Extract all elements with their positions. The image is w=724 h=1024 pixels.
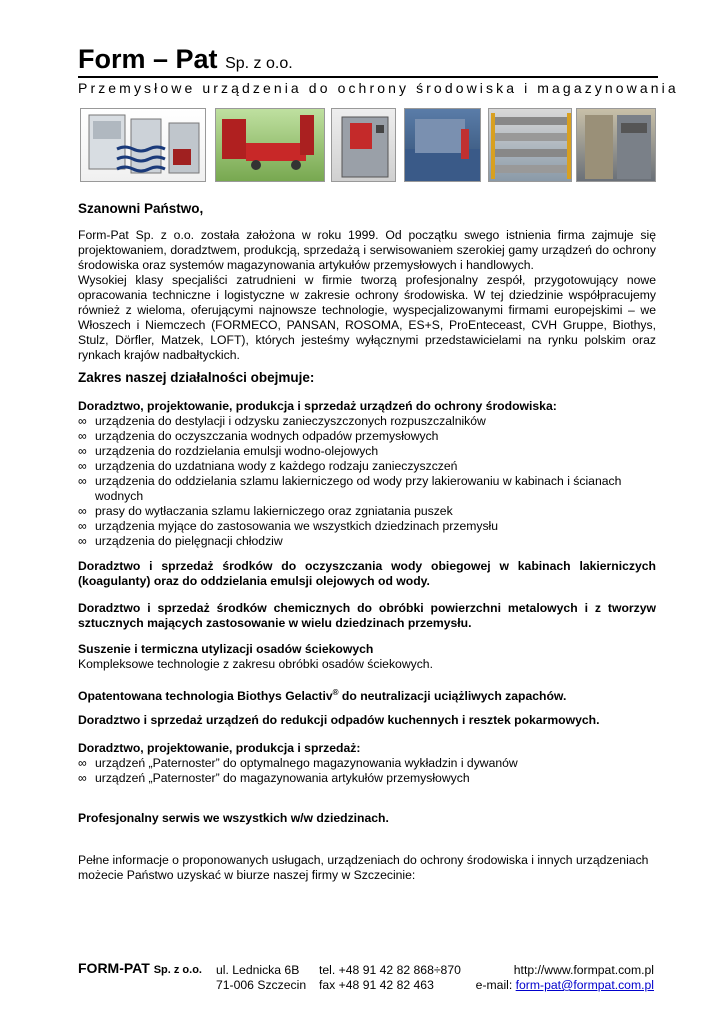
chemicals-paragraph: Doradztwo i sprzedaż środków chemicznych do obróbki powierzchni metalowych i z tworzyw sztucznych mających zastosowanie w wielu dziedzinach przemysłu. bbox=[78, 601, 656, 630]
machine-photo-1 bbox=[80, 108, 206, 182]
list-item: ∞ prasy do wytłaczania szlamu lakierniczego oraz zgniatania puszek bbox=[78, 504, 453, 518]
sludge-section bbox=[78, 642, 656, 672]
sludge-title: Suszenie i termiczna utylizacji osadów ściekowych bbox=[78, 642, 374, 656]
machine-photo-5 bbox=[488, 108, 572, 182]
service-paragraph: Profesjonalny serwis we wszystkich w/w dziedzinach. bbox=[78, 811, 389, 825]
storage-section bbox=[78, 741, 656, 786]
storage-title: Doradztwo, projektowanie, produkcja i sprzedaż: bbox=[78, 741, 361, 755]
footer-email-line: e-mail: form-pat@formpat.com.pl bbox=[475, 978, 654, 992]
env-section-title: Doradztwo, projektowanie, produkcja i sprzedaż urządzeń do ochrony środowiska: bbox=[78, 399, 557, 413]
footer-logo: FORM-PAT Sp. z o.o. bbox=[78, 960, 202, 976]
env-list bbox=[78, 414, 656, 549]
company-name: Form – Pat bbox=[78, 44, 218, 74]
footer-street: ul. Lednicka 6B bbox=[216, 963, 300, 977]
header-divider bbox=[78, 76, 658, 78]
infinity-bullet-icon: ∞ bbox=[78, 474, 87, 488]
intro-paragraph-2: Wysokiej klasy specjaliści zatrudnieni w firmie tworzą profesjonalny zespół, przygotowujący nowe opracowania techniczne i logistyczne w zakresie ochrony środowiska. W tej dziedzinie współpracujemy również z wieloma, oferującymi najnowsze technologie, wyspecjalizowanymi firmami europejskimi – we Włoszech i Niemczech (FORMECO, PANSAN, ROSOMA, ES+S, ProEnteceast, CVH Gruppe, Biothys, Stulz, Dörfler, Matzek, LOFT), których jesteśmy wyłącznymi przedstawicielami na rynku polskim oraz rynkach krajów nadbałtyckich. bbox=[78, 273, 656, 362]
list-item: ∞ urządzenia do rozdzielania emulsji wodno-olejowych bbox=[78, 444, 379, 458]
infinity-bullet-icon: ∞ bbox=[78, 429, 87, 443]
footer-website[interactable]: http://www.formpat.com.pl bbox=[513, 963, 654, 977]
closing-paragraph: Pełne informacje o proponowanych usługach, urządzeniach do ochrony środowiska i innych urządzeniach możecie Państwo uzyskać w biurze naszej firmy w Szczecinie: bbox=[78, 853, 649, 882]
machine-photo-4 bbox=[404, 108, 481, 182]
footer-fax: fax +48 91 42 82 463 bbox=[319, 978, 434, 992]
machine-photo-3 bbox=[331, 108, 396, 182]
company-suffix: Sp. z o.o. bbox=[225, 55, 293, 72]
list-item: ∞ urządzenia do destylacji i odzysku zanieczyszczonych rozpuszczalników bbox=[78, 414, 486, 428]
list-item: ∞ urządzenia do oddzielania szlamu lakierniczego od wody przy lakierowaniu w kabinach i ścianach wodnych bbox=[78, 474, 622, 503]
machine-photo-6 bbox=[576, 108, 656, 182]
biothys-paragraph: Opatentowana technologia Biothys Gelactiv® do neutralizacji uciążliwych zapachów. bbox=[78, 688, 567, 704]
infinity-bullet-icon: ∞ bbox=[78, 444, 87, 458]
infinity-bullet-icon: ∞ bbox=[78, 519, 87, 533]
kitchen-waste-paragraph: Doradztwo i sprzedaż urządzeń do redukcji odpadów kuchennych i resztek pokarmowych. bbox=[78, 713, 600, 727]
greeting: Szanowni Państwo, bbox=[78, 201, 204, 216]
list-item: ∞ urządzenia do pielęgnacji chłodziw bbox=[78, 534, 283, 548]
infinity-bullet-icon: ∞ bbox=[78, 504, 87, 518]
machine-photo-2 bbox=[215, 108, 325, 182]
company-subtitle: Przemysłowe urządzenia do ochrony środowiska i magazynowania bbox=[78, 80, 679, 96]
list-item: ∞ urządzenia do uzdatniana wody z każdego rodzaju zanieczyszczeń bbox=[78, 459, 458, 473]
env-section bbox=[78, 399, 656, 549]
infinity-bullet-icon: ∞ bbox=[78, 756, 87, 770]
footer-city: 71-006 Szczecin bbox=[216, 978, 307, 992]
list-item: ∞ urządzenia myjące do zastosowania we wszystkich dziedzinach przemysłu bbox=[78, 519, 499, 533]
scope-heading: Zakres naszej działalności obejmuje: bbox=[78, 370, 315, 385]
sludge-text: Kompleksowe technologie z zakresu obróbki osadów ściekowych. bbox=[78, 657, 433, 671]
coagulants-paragraph: Doradztwo i sprzedaż środków do oczyszczania wody obiegowej w kabinach lakierniczych (koagulanty) oraz do oddzielania emulsji olejowych od wody. bbox=[78, 559, 656, 588]
footer-email-link[interactable]: form-pat@formpat.com.pl bbox=[515, 978, 654, 992]
footer-phone: tel. +48 91 42 82 868÷870 bbox=[319, 963, 461, 977]
infinity-bullet-icon: ∞ bbox=[78, 534, 87, 548]
list-item: ∞ urządzenia do oczyszczania wodnych odpadów przemysłowych bbox=[78, 429, 439, 443]
infinity-bullet-icon: ∞ bbox=[78, 459, 87, 473]
list-item: ∞ urządzeń „Paternoster” do optymalnego magazynowania wykładzin i dywanów bbox=[78, 756, 518, 770]
intro-paragraph-1: Form-Pat Sp. z o.o. została założona w roku 1999. Od początku swego istnienia firma zajmuje się projektowaniem, doradztwem, produkcją, sprzedażą i serwisowaniem szerokiej gamy urządzeń do ochrony środowiska oraz systemów magazynowania artykułów przemysłowych i handlowych. bbox=[78, 228, 656, 272]
infinity-bullet-icon: ∞ bbox=[78, 414, 87, 428]
list-item: ∞ urządzeń „Paternoster” do magazynowania artykułów przemysłowych bbox=[78, 771, 470, 785]
infinity-bullet-icon: ∞ bbox=[78, 771, 87, 785]
storage-list bbox=[78, 756, 656, 786]
